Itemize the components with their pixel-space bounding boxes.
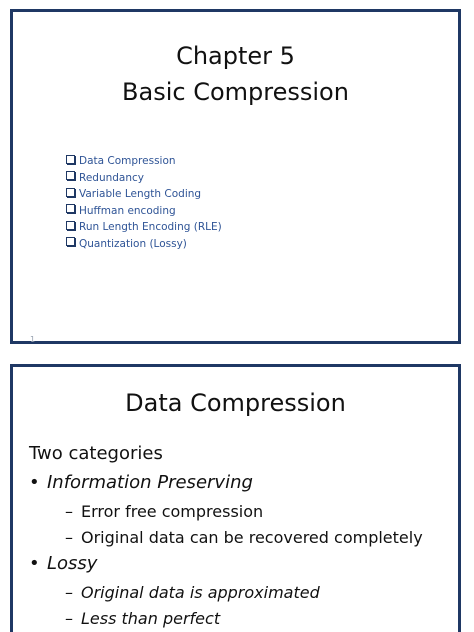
list-item-label: Run Length Encoding (RLE) xyxy=(79,221,222,234)
checkbox-square-icon xyxy=(66,171,75,180)
slide-1-title xyxy=(13,38,458,110)
list-item-label: Data Compression xyxy=(79,155,176,168)
list-item-label: Quantization (Lossy) xyxy=(79,237,187,250)
list-item xyxy=(66,186,222,203)
list-item-label: Huffman encoding xyxy=(79,204,176,217)
dash-icon: – xyxy=(65,583,73,602)
list-item xyxy=(66,203,222,220)
list-item-label: Variable Length Coding xyxy=(79,188,202,201)
sub-item xyxy=(65,528,423,547)
bullet-dot-icon: • xyxy=(29,553,40,574)
sub-item xyxy=(65,609,220,628)
checkbox-square-icon xyxy=(66,221,75,230)
category-item xyxy=(29,472,253,493)
list-item-label: Redundancy xyxy=(79,171,144,184)
list-item xyxy=(66,219,222,236)
topic-list xyxy=(66,153,222,252)
dash-icon: – xyxy=(65,502,73,521)
sub-item xyxy=(65,583,320,602)
title-line-2: Basic Compression xyxy=(122,78,349,106)
title-line-1: Chapter 5 xyxy=(176,42,295,70)
sub-item-label: Error free compression xyxy=(81,502,264,521)
category-label: Lossy xyxy=(47,553,98,574)
list-item xyxy=(66,236,222,253)
sub-item-label: Original data is approximated xyxy=(81,583,320,602)
category-label: Information Preserving xyxy=(47,472,253,493)
checkbox-square-icon xyxy=(66,155,75,164)
sub-item-label: Original data can be recovered completely xyxy=(81,528,423,547)
list-item xyxy=(66,170,222,187)
slide-number: 1 xyxy=(30,335,36,344)
sub-item xyxy=(65,502,263,521)
dash-icon: – xyxy=(65,609,73,628)
slide-2 xyxy=(10,364,461,632)
dash-icon: – xyxy=(65,528,73,547)
slide-2-title: Data Compression xyxy=(125,389,346,417)
sub-item-label: Less than perfect xyxy=(81,609,221,628)
checkbox-square-icon xyxy=(66,204,75,213)
slide-1 xyxy=(10,9,461,344)
list-item xyxy=(66,153,222,170)
checkbox-square-icon xyxy=(66,188,75,197)
intro-text: Two categories xyxy=(29,443,163,464)
bullet-dot-icon: • xyxy=(29,472,40,493)
category-item xyxy=(29,553,97,574)
checkbox-square-icon xyxy=(66,237,75,246)
